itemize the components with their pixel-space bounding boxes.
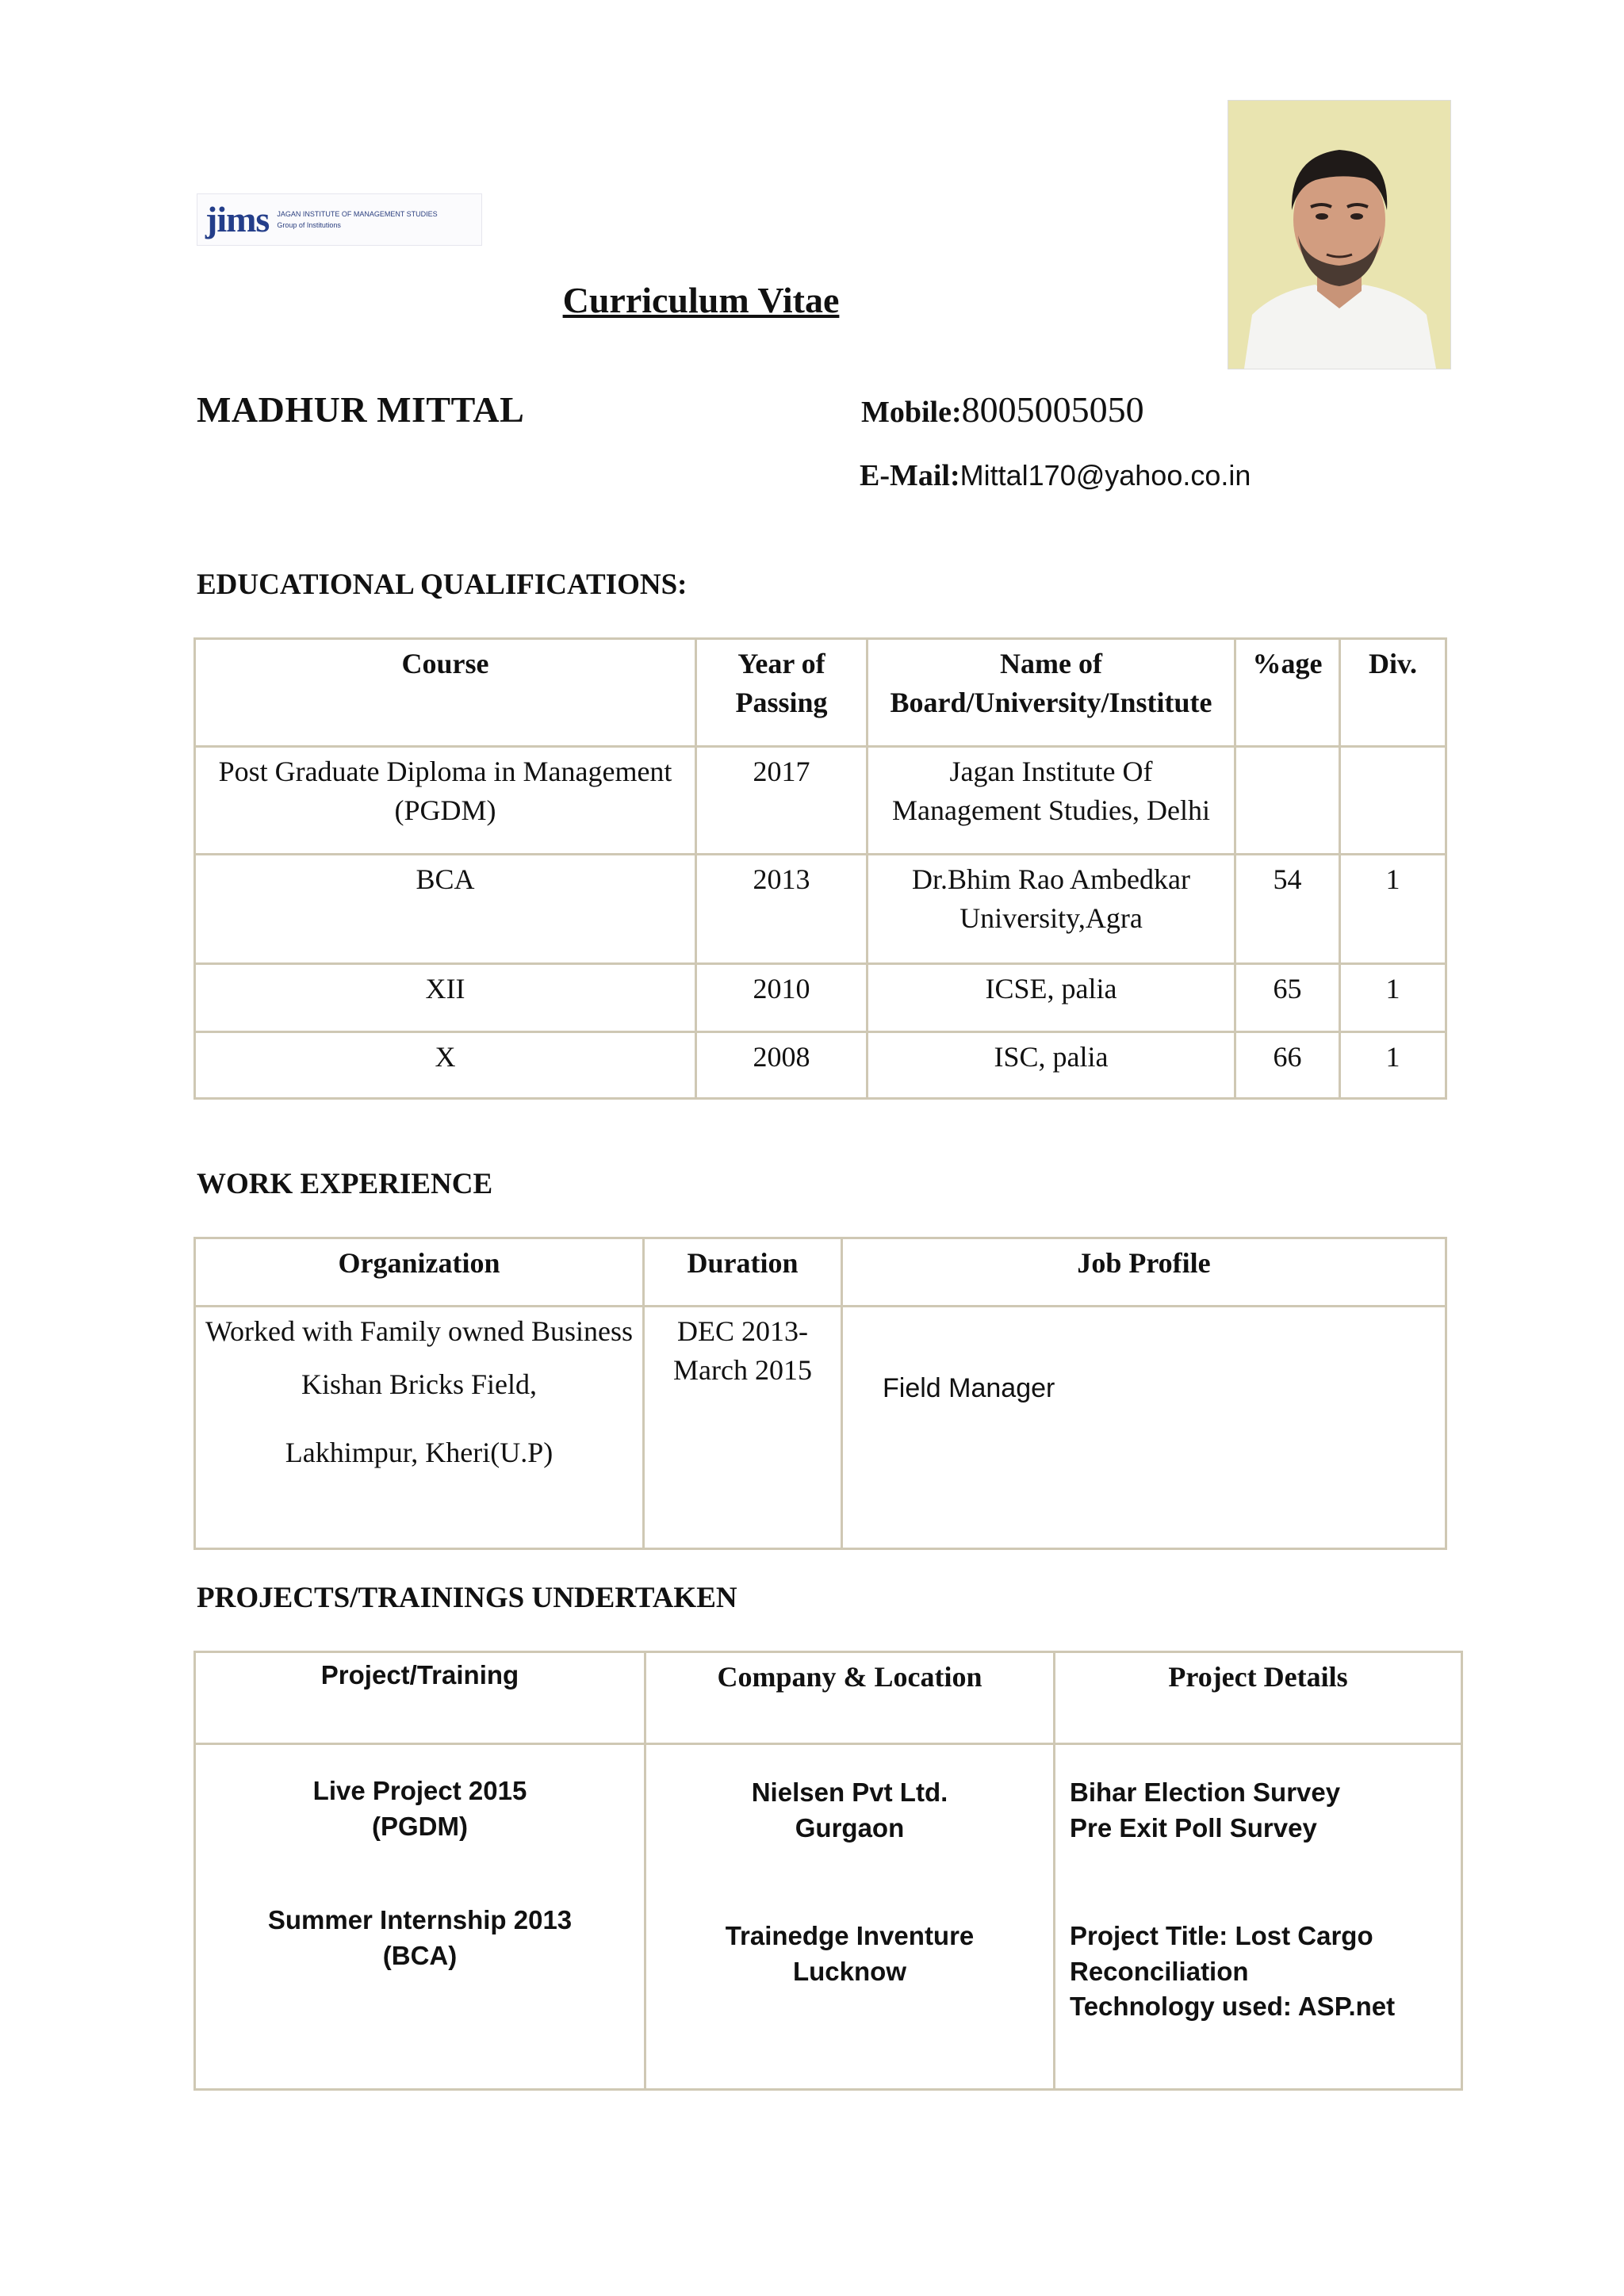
col-duration: Duration — [644, 1238, 842, 1307]
cell-year: 2013 — [696, 855, 868, 964]
cell-percent: 66 — [1235, 1032, 1340, 1099]
profile-photo — [1228, 100, 1451, 369]
cell-project-details — [1055, 1744, 1462, 2090]
col-year: Year of Passing — [696, 639, 868, 747]
org-line-3: Lakhimpur, Kheri(U.P) — [285, 1437, 553, 1469]
cell-board: Jagan Institute Of Management Studies, Delhi — [868, 747, 1235, 855]
col-organization: Organization — [195, 1238, 644, 1307]
cell-duration: DEC 2013- March 2015 — [644, 1307, 842, 1549]
org-line-1: Worked with Family owned Business — [205, 1315, 634, 1347]
mobile-line: Mobile:8005005050 — [861, 389, 1144, 430]
p1-training-line-1: Live Project 2015 — [312, 1776, 527, 1805]
document-title: Curriculum Vitae — [562, 280, 840, 320]
cell-board: ISC, palia — [868, 1032, 1235, 1099]
p2-details-line-1: Project Title: Lost Cargo Reconciliation — [1070, 1921, 1373, 1986]
cell-job-profile: Field Manager — [842, 1307, 1446, 1549]
cell-project-training — [195, 1744, 645, 2090]
p2-company-line-2: Lucknow — [792, 1956, 906, 1986]
education-header-row — [195, 639, 1446, 747]
cell-year: 2010 — [696, 964, 868, 1032]
work-heading: WORK EXPERIENCE — [197, 1168, 493, 1200]
table-row — [195, 855, 1446, 964]
p1-company-line-2: Gurgaon — [795, 1812, 905, 1843]
cell-div — [1340, 747, 1446, 855]
work-table — [193, 1237, 1447, 1550]
table-row — [195, 1032, 1446, 1099]
cell-div: 1 — [1340, 855, 1446, 964]
work-header-row — [195, 1238, 1446, 1307]
col-course: Course — [195, 639, 696, 747]
cell-board: Dr.Bhim Rao Ambedkar University,Agra — [868, 855, 1235, 964]
org-line-2: Kishan Bricks Field, — [301, 1368, 537, 1400]
candidate-name: MADHUR MITTAL — [197, 389, 525, 430]
p2-training-line-1: Summer Internship 2013 — [267, 1905, 573, 1935]
cell-div: 1 — [1340, 964, 1446, 1032]
table-row — [195, 1744, 1462, 2090]
p2-details-line-2: Technology used: ASP.net — [1070, 1992, 1396, 2022]
cell-div: 1 — [1340, 1032, 1446, 1099]
col-project-training: Project/Training — [195, 1652, 645, 1744]
p2-company-line-1: Trainedge Inventure — [725, 1921, 975, 1951]
col-percent: %age — [1235, 639, 1340, 747]
col-project-details: Project Details — [1055, 1652, 1462, 1744]
cell-percent: 54 — [1235, 855, 1340, 964]
p1-company-line-1: Nielsen Pvt Ltd. — [751, 1777, 948, 1807]
cell-percent — [1235, 747, 1340, 855]
cell-course: XII — [195, 964, 696, 1032]
table-row — [195, 1307, 1446, 1549]
cell-year: 2017 — [696, 747, 868, 855]
p1-details-line-2: Pre Exit Poll Survey — [1070, 1812, 1317, 1843]
mobile-label: Mobile — [861, 396, 952, 429]
col-job-profile: Job Profile — [842, 1238, 1446, 1307]
education-table — [193, 637, 1447, 1100]
mobile-value: 8005005050 — [961, 389, 1144, 430]
projects-table — [193, 1651, 1463, 2091]
email-value: Mittal170@yahoo.co.in — [959, 459, 1251, 492]
logo-mark: jims — [205, 199, 270, 239]
col-company-location: Company & Location — [645, 1652, 1055, 1744]
cell-organization — [195, 1307, 644, 1549]
cell-year: 2008 — [696, 1032, 868, 1099]
projects-heading: PROJECTS/TRAININGS UNDERTAKEN — [197, 1582, 737, 1614]
cell-course: Post Graduate Diploma in Management (PGDM) — [195, 747, 696, 855]
logo-line-2: Group of Institutions — [277, 221, 341, 229]
email-label: E-Mail — [860, 459, 950, 492]
institute-logo — [197, 193, 482, 246]
cell-course: X — [195, 1032, 696, 1099]
cell-percent: 65 — [1235, 964, 1340, 1032]
cell-company-location — [645, 1744, 1055, 2090]
education-heading: EDUCATIONAL QUALIFICATIONS: — [197, 568, 688, 601]
email-line: E-Mail:Mittal170@yahoo.co.in — [860, 459, 1251, 492]
table-row — [195, 747, 1446, 855]
p1-training-line-2: (PGDM) — [372, 1811, 468, 1841]
table-row — [195, 964, 1446, 1032]
projects-header-row — [195, 1652, 1462, 1744]
cell-board: ICSE, palia — [868, 964, 1235, 1032]
cell-course: BCA — [195, 855, 696, 964]
logo-line-1: JAGAN INSTITUTE OF MANAGEMENT STUDIES — [277, 210, 438, 218]
p1-details-line-1: Bihar Election Survey — [1070, 1777, 1341, 1807]
col-board: Name of Board/University/Institute — [868, 639, 1235, 747]
p2-training-line-2: (BCA) — [382, 1940, 458, 1970]
col-div: Div. — [1340, 639, 1446, 747]
